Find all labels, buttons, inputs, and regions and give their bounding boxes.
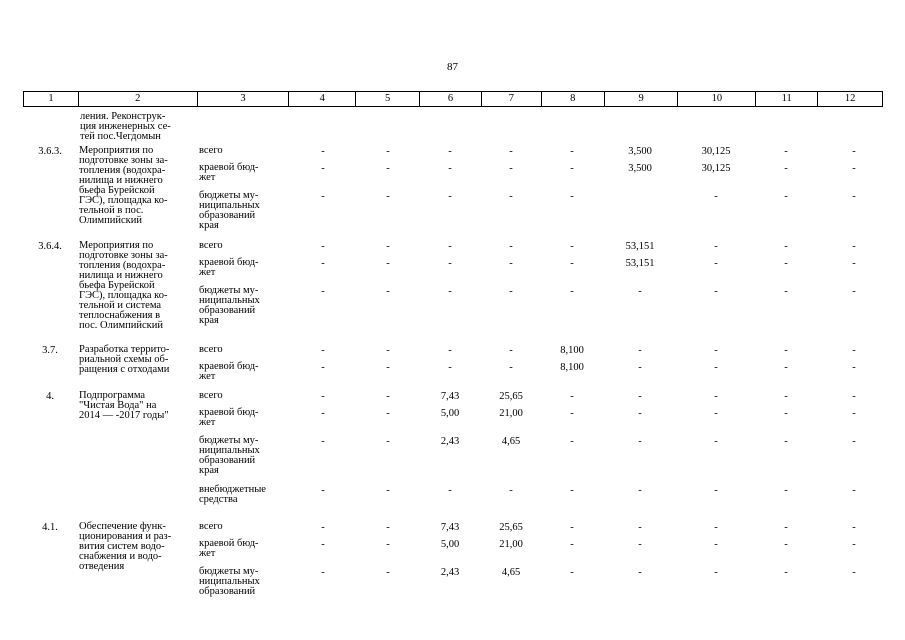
value-cell: - (784, 391, 788, 402)
header-col-5: 5 (356, 92, 420, 106)
continued-text: ления. Реконструк- ция инженерных се- тей пос.Чегдомын (80, 111, 171, 142)
value-cell: - (784, 539, 788, 550)
header-col-11: 11 (756, 92, 818, 106)
value-cell: - (638, 408, 642, 419)
value-cell: - (784, 163, 788, 174)
value-cell: - (321, 146, 325, 157)
header-col-2: 2 (79, 92, 198, 106)
value-cell: - (784, 345, 788, 356)
header-col-4: 4 (289, 92, 356, 106)
value-cell: - (448, 362, 452, 373)
value-cell: - (509, 258, 513, 269)
value-cell: - (852, 345, 856, 356)
value-cell: - (570, 146, 574, 157)
table-row (23, 191, 883, 231)
value-cell: - (852, 362, 856, 373)
section-number: 3.6.4. (38, 241, 62, 252)
value-cell: - (321, 567, 325, 578)
value-cell: - (321, 408, 325, 419)
section-number: 3.7. (42, 345, 58, 356)
value-cell: - (714, 362, 718, 373)
funding-source-label: всего (199, 344, 223, 355)
value-cell: - (570, 485, 574, 496)
value-cell: - (570, 522, 574, 533)
value-cell: - (321, 191, 325, 202)
header-col-7: 7 (482, 92, 542, 106)
value-cell: 4,65 (501, 567, 521, 578)
value-cell: - (321, 163, 325, 174)
value-cell: - (852, 485, 856, 496)
value-cell: - (570, 286, 574, 297)
value-cell: - (638, 345, 642, 356)
value-cell: - (638, 485, 642, 496)
value-cell: - (852, 436, 856, 447)
value-cell: - (321, 241, 325, 252)
table-header (23, 91, 883, 107)
value-cell: - (386, 391, 390, 402)
value-cell: - (448, 191, 452, 202)
value-cell: - (638, 391, 642, 402)
value-cell: - (852, 241, 856, 252)
table-row (23, 286, 883, 326)
value-cell: - (852, 567, 856, 578)
value-cell: - (784, 146, 788, 157)
value-cell: - (570, 258, 574, 269)
value-cell: - (321, 362, 325, 373)
section-name: Мероприятия по подготовке зоны за- топления (водохра- нилища и нижнего бьефа Бурейской ГЭС), площадка ко- тельной в пос. Олимпийский (79, 145, 168, 226)
value-cell: - (509, 362, 513, 373)
value-cell: - (386, 286, 390, 297)
value-cell: - (321, 391, 325, 402)
value-cell: - (386, 258, 390, 269)
value-cell: 21,00 (499, 539, 523, 550)
funding-source-label: внебюджетные средства (199, 484, 266, 505)
value-cell: - (638, 362, 642, 373)
value-cell: - (852, 146, 856, 157)
value-cell: - (714, 436, 718, 447)
funding-source-label: краевой бюд- жет (199, 407, 259, 428)
table-row (23, 567, 883, 607)
value-cell: 2,43 (440, 567, 460, 578)
value-cell: - (509, 191, 513, 202)
value-cell: - (784, 408, 788, 419)
funding-source-label: бюджеты му- ниципальных образований края (199, 190, 260, 231)
funding-source-label: краевой бюд- жет (199, 538, 259, 559)
value-cell: - (448, 345, 452, 356)
value-cell: - (570, 408, 574, 419)
value-cell: - (509, 241, 513, 252)
header-col-3: 3 (198, 92, 290, 106)
value-cell: - (448, 485, 452, 496)
header-col-1: 1 (24, 92, 79, 106)
value-cell: - (638, 286, 642, 297)
value-cell: - (386, 146, 390, 157)
value-cell: - (638, 539, 642, 550)
section-number: 4. (46, 391, 54, 402)
value-cell: - (784, 362, 788, 373)
funding-source-label: всего (199, 240, 223, 251)
header-col-12: 12 (844, 93, 856, 104)
value-cell: - (784, 567, 788, 578)
value-cell: - (386, 408, 390, 419)
funding-source-label: бюджеты му- ниципальных образований края (199, 285, 260, 326)
value-cell: - (448, 286, 452, 297)
value-cell: - (386, 191, 390, 202)
header-col-9: 9 (605, 92, 679, 106)
value-cell: - (714, 191, 718, 202)
value-cell: - (714, 345, 718, 356)
value-cell: - (321, 539, 325, 550)
value-cell: - (321, 258, 325, 269)
header-col-8: 8 (542, 92, 605, 106)
value-cell: 53,151 (625, 241, 655, 252)
section-number: 3.6.3. (38, 146, 62, 157)
value-cell: 7,43 (440, 522, 460, 533)
value-cell: - (852, 163, 856, 174)
value-cell: - (321, 522, 325, 533)
value-cell: - (570, 539, 574, 550)
value-cell: - (852, 539, 856, 550)
value-cell: 8,100 (560, 345, 584, 356)
value-cell: - (509, 345, 513, 356)
value-cell: - (852, 258, 856, 269)
value-cell: - (638, 436, 642, 447)
value-cell: - (638, 567, 642, 578)
value-cell: 25,65 (499, 522, 523, 533)
value-cell: - (509, 286, 513, 297)
value-cell: - (714, 286, 718, 297)
value-cell: - (852, 391, 856, 402)
value-cell: - (784, 522, 788, 533)
value-cell: 3,500 (628, 163, 652, 174)
value-cell: - (784, 436, 788, 447)
funding-source-label: краевой бюд- жет (199, 257, 259, 278)
value-cell: - (386, 567, 390, 578)
value-cell: - (852, 408, 856, 419)
value-cell: - (714, 485, 718, 496)
value-cell: - (321, 436, 325, 447)
value-cell: 3,500 (628, 146, 652, 157)
value-cell: - (386, 522, 390, 533)
value-cell: - (448, 241, 452, 252)
value-cell: - (386, 163, 390, 174)
value-cell: - (638, 522, 642, 533)
funding-source-label: всего (199, 521, 223, 532)
value-cell: - (714, 391, 718, 402)
value-cell: 8,100 (560, 362, 584, 373)
value-cell: - (386, 362, 390, 373)
section-name: Разработка террито- риальной схемы об- ращения с отходами (79, 344, 170, 375)
value-cell: - (852, 286, 856, 297)
table-row (23, 485, 883, 525)
value-cell: - (714, 522, 718, 533)
value-cell: 25,65 (499, 391, 523, 402)
value-cell: 5,00 (440, 408, 460, 419)
value-cell: - (386, 485, 390, 496)
header-col-6: 6 (420, 92, 482, 106)
value-cell: - (386, 539, 390, 550)
funding-source-label: всего (199, 390, 223, 401)
value-cell: - (321, 485, 325, 496)
value-cell: - (714, 258, 718, 269)
section-number: 4.1. (42, 522, 58, 533)
value-cell: - (386, 436, 390, 447)
funding-source-label: бюджеты му- ниципальных образований (199, 566, 260, 597)
value-cell: - (386, 241, 390, 252)
value-cell: - (570, 191, 574, 202)
value-cell: - (448, 163, 452, 174)
value-cell: 4,65 (501, 436, 521, 447)
funding-source-label: краевой бюд- жет (199, 361, 259, 382)
value-cell: - (321, 345, 325, 356)
section-name: Подпрограмма "Чистая Вода" на 2014 — -2017 годы" (79, 390, 169, 421)
value-cell: - (784, 485, 788, 496)
value-cell: - (784, 241, 788, 252)
value-cell: - (852, 191, 856, 202)
value-cell: - (570, 436, 574, 447)
value-cell: - (784, 191, 788, 202)
value-cell: - (509, 163, 513, 174)
section-name: Мероприятия по подготовке зоны за- топления (водохра- нилища и нижнего бьефа Бурейской ГЭС), площадка ко- тельной и система теплоснабжения в пос. Олимпийский (79, 240, 168, 331)
page-number: 87 (447, 61, 458, 73)
value-cell: - (852, 522, 856, 533)
value-cell: 7,43 (440, 391, 460, 402)
value-cell: - (784, 286, 788, 297)
funding-source-label: краевой бюд- жет (199, 162, 259, 183)
value-cell: 53,151 (625, 258, 655, 269)
value-cell: - (509, 485, 513, 496)
value-cell: - (714, 241, 718, 252)
value-cell: 5,00 (440, 539, 460, 550)
value-cell: - (714, 539, 718, 550)
value-cell: - (570, 163, 574, 174)
value-cell: - (714, 408, 718, 419)
value-cell: - (509, 146, 513, 157)
section-name: Обеспечение функ- ционирования и раз- вития систем водо- снабжения и водо- отведения (79, 521, 172, 572)
value-cell: - (570, 241, 574, 252)
value-cell: - (448, 258, 452, 269)
value-cell: 21,00 (499, 408, 523, 419)
header-col-10: 10 (678, 92, 756, 106)
value-cell: - (386, 345, 390, 356)
value-cell: 2,43 (440, 436, 460, 447)
value-cell: - (448, 146, 452, 157)
funding-source-label: всего (199, 145, 223, 156)
funding-source-label: бюджеты му- ниципальных образований края (199, 435, 260, 476)
value-cell: - (570, 391, 574, 402)
value-cell: - (714, 567, 718, 578)
value-cell: - (321, 286, 325, 297)
value-cell: - (784, 258, 788, 269)
table-row (23, 436, 883, 476)
value-cell: - (570, 567, 574, 578)
value-cell: 30,125 (701, 163, 731, 174)
value-cell: 30,125 (701, 146, 731, 157)
